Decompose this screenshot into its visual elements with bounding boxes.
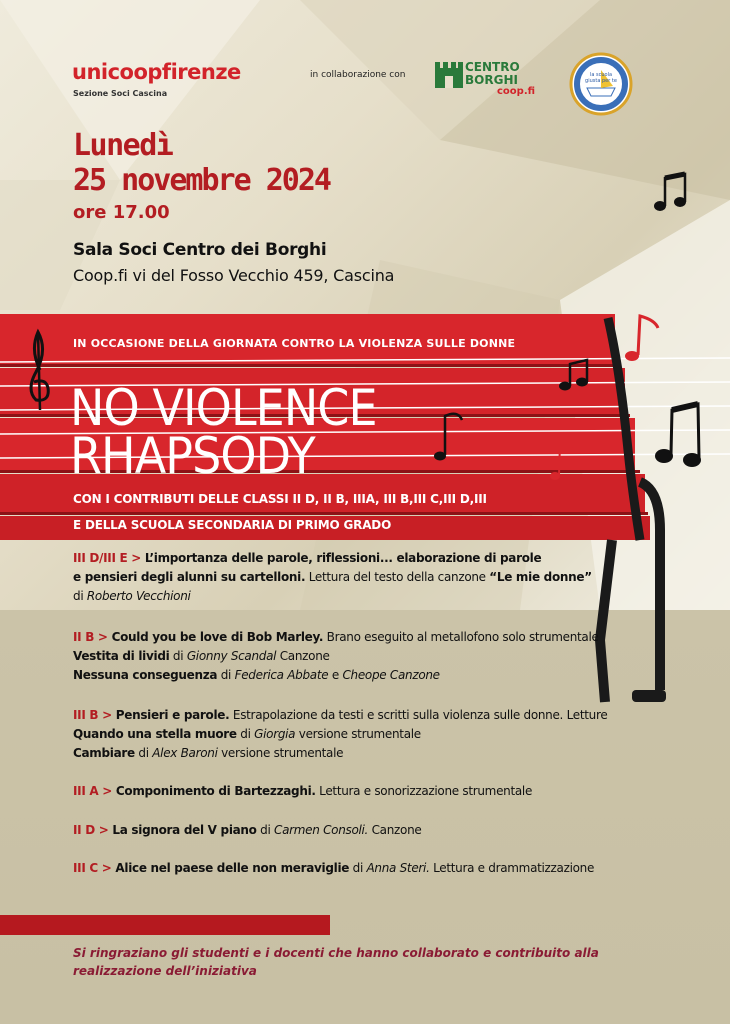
song-title: Vestita di lividi	[73, 649, 170, 663]
song-title: La signora del V piano	[108, 823, 257, 837]
by-text: di	[169, 649, 187, 663]
program-item-3d-3e	[73, 549, 592, 606]
music-note-icon	[650, 170, 690, 215]
by-text: di	[217, 668, 235, 682]
castle-icon	[435, 62, 463, 88]
item-title-cont: e pensieri degli alunni su cartelloni.	[73, 570, 306, 584]
author-name: Roberto Vecchioni	[86, 589, 191, 603]
program-item-3a	[73, 782, 532, 801]
coopfi-text: coop.fi	[497, 86, 536, 97]
event-date: 25 novembre 2024	[73, 163, 330, 198]
song-title: Quando una stella muore	[73, 727, 237, 741]
unicoop-section-label: Sezione Soci Cascina	[73, 89, 168, 98]
item-description: Brano eseguito al metallofono solo strumentale	[323, 630, 599, 644]
item-title: Componimento di Bartezzaghi.	[112, 784, 316, 798]
school-badge-icon	[561, 52, 641, 116]
class-label: III B >	[73, 708, 112, 722]
thanks-note: Si ringraziano gli studenti e i docenti che hanno collaborato e contribuito alla realizzazione dell’iniziativa	[73, 946, 599, 978]
item-title: L’importanza delle parole, riflessioni... elaborazione di parole	[141, 551, 542, 565]
unicoop-logo: unicoopfirenze	[72, 60, 241, 84]
item-title: Pensieri e parole.	[111, 708, 230, 722]
item-title: Alice nel paese delle non meraviglie	[111, 861, 350, 875]
title-line-1: NO VIOLENCE	[70, 379, 377, 437]
by-text: di	[256, 823, 275, 837]
song-title: Nessuna conseguenza	[73, 668, 218, 682]
item-description: Estrapolazione da testi e scritti sulla violenza sulle donne. Letture	[229, 708, 608, 722]
contributors-line-2: E DELLA SCUOLA SECONDARIA DI PRIMO GRADO	[73, 518, 392, 532]
item-type: Canzone	[276, 649, 330, 663]
by-text: di	[349, 861, 367, 875]
author-name: Gionny Scandal	[186, 649, 277, 663]
title-line-2: RHAPSODY	[70, 427, 315, 485]
author-name: Giorgia	[254, 727, 296, 741]
item-title: Could you be love di Bob Marley.	[107, 630, 324, 644]
borghi-text: BORGHI	[465, 73, 518, 87]
centro-borghi-logo	[435, 60, 535, 102]
author-name: Cheope Canzone	[342, 668, 440, 682]
item-type: versione strumentale	[217, 746, 344, 760]
by-text: di	[73, 589, 87, 603]
class-label: II B >	[73, 630, 108, 644]
event-address: Coop.fi vi del Fosso Vecchio 459, Cascina	[73, 266, 395, 285]
by-text: di	[134, 746, 153, 760]
item-type: Canzone	[368, 823, 422, 837]
program-item-2d	[73, 821, 421, 840]
program-item-3b	[73, 706, 607, 763]
contributors-line-1: CON I CONTRIBUTI DELLE CLASSI II D, II B, IIIA, III B,III C,III D,III	[73, 492, 487, 506]
author-name: Anna Steri.	[366, 861, 430, 875]
item-type: versione strumentale	[295, 727, 421, 741]
item-description: Lettura del testo della canzone	[305, 570, 490, 584]
author-name: Carmen Consoli.	[274, 823, 369, 837]
occasion-banner: IN OCCASIONE DELLA GIORNATA CONTRO LA VIOLENZA SULLE DONNE	[73, 337, 516, 350]
class-label: III D/III E >	[73, 551, 142, 565]
author-name: Alex Baroni	[152, 746, 218, 760]
collaboration-text: in collaborazione con	[310, 70, 406, 80]
by-text: di	[236, 727, 255, 741]
item-description: Lettura e drammatizzazione	[429, 861, 595, 875]
program-item-2b	[73, 628, 599, 685]
class-label: III C >	[73, 861, 112, 875]
song-title: “Le mie donne”	[489, 570, 592, 584]
footer-red-bar	[0, 915, 330, 935]
event-venue: Sala Soci Centro dei Borghi	[73, 240, 327, 260]
program-item-3c	[73, 859, 594, 878]
song-title: Cambiare	[73, 746, 135, 760]
and-text: e	[328, 668, 343, 682]
event-time: ore 17.00	[73, 202, 170, 223]
author-name: Federica Abbate	[234, 668, 329, 682]
centro-text: CENTRO	[465, 60, 520, 74]
event-day: Lunedì	[73, 128, 173, 163]
class-label: II D >	[73, 823, 109, 837]
school-motto: la scuola giusta per te	[585, 72, 617, 84]
class-label: III A >	[73, 784, 112, 798]
item-description: Lettura e sonorizzazione strumentale	[315, 784, 533, 798]
school-logo	[561, 52, 641, 116]
